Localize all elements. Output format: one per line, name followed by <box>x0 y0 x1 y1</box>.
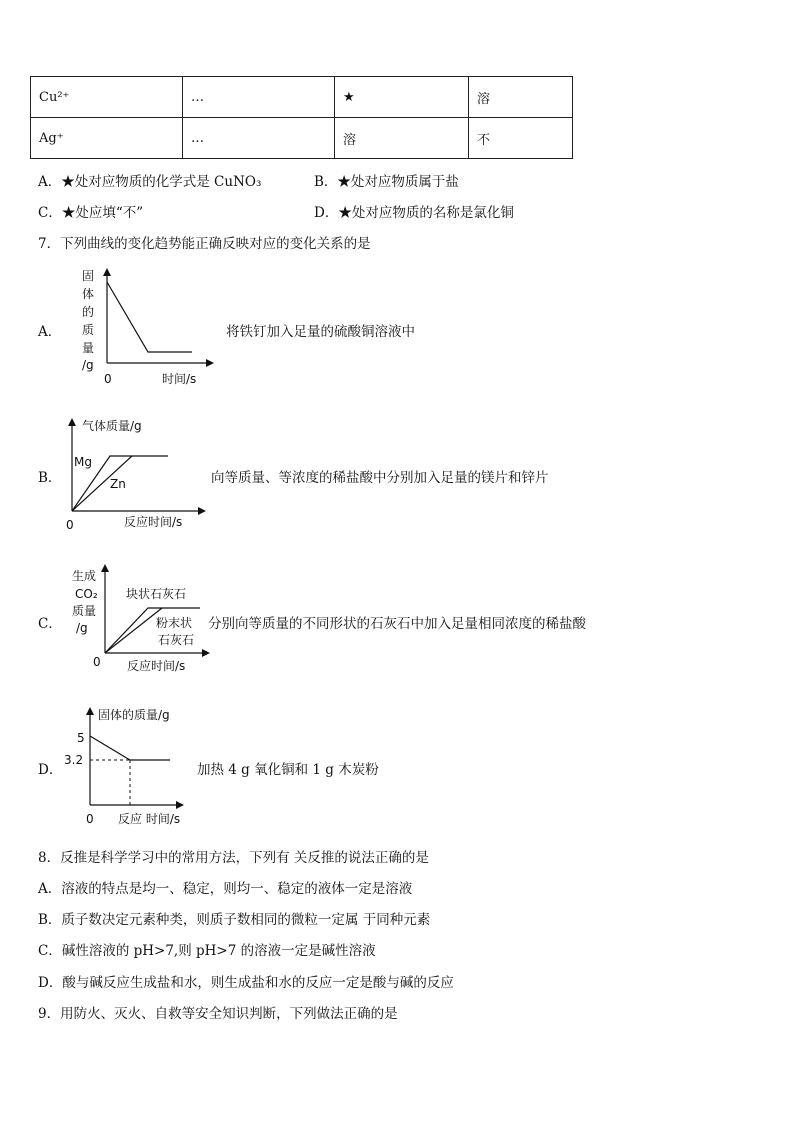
table-cell: … <box>183 118 335 159</box>
table-cell: 溶 <box>469 77 573 118</box>
q7-c-label: C． <box>38 616 62 632</box>
graph-a-ylabel-char: 的 <box>82 305 95 319</box>
q7-a-label: A． <box>38 324 62 340</box>
graph-b-curve2-label: Zn <box>110 477 126 491</box>
graph-c-xlabel: 反应时间/s <box>127 659 186 673</box>
q8-stem: 8．反推是科学学习中的常用方法，下列有 关反推的说法正确的是 <box>38 850 429 866</box>
graph-b-xlabel: 反应时间/s <box>124 515 183 529</box>
graph-a-ylabel-char: /g <box>82 358 94 372</box>
graph-d-xlabel: 反应 时间/s <box>118 812 181 826</box>
table-row <box>31 77 573 118</box>
graph-a-ylabel-char: 量 <box>82 341 95 355</box>
table-cell: 不 <box>469 118 573 159</box>
q7-a-desc: 将铁钉加入足量的硫酸铜溶液中 <box>226 324 415 340</box>
graph-a-ylabel-char: 体 <box>82 287 95 301</box>
graph-a-curve <box>107 282 192 352</box>
q8-option-a: A．溶液的特点是均一、稳定，则均一、稳定的液体一定是溶液 <box>38 881 413 897</box>
q6-option-b: B．★处对应物质属于盐 <box>314 174 459 190</box>
q8-option-d: D．酸与碱反应生成盐和水，则生成盐和水的反应一定是酸与碱的反应 <box>38 975 454 991</box>
table-cell: ★ <box>335 77 469 118</box>
q7-c-desc: 分别向等质量的不同形状的石灰石中加入足量相同浓度的稀盐酸 <box>208 616 586 632</box>
graph-a-xlabel: 时间/s <box>162 372 197 386</box>
q7-stem: 7．下列曲线的变化趋势能正确反映对应的变化关系的是 <box>38 236 371 252</box>
q8-option-c: C．碱性溶液的 pH>7,则 pH>7 的溶液一定是碱性溶液 <box>38 943 376 959</box>
graph-c-origin: 0 <box>93 655 101 669</box>
graph-d-ylabel: 固体的质量/g <box>98 708 170 722</box>
table-row <box>31 118 573 159</box>
graph-d <box>58 703 198 829</box>
graph-c-curve2-label: 石灰石 <box>158 633 195 647</box>
graph-b <box>60 414 210 534</box>
graph-c-ylabel-line: 生成 <box>72 569 97 583</box>
solubility-table <box>30 76 573 159</box>
graph-d-tick-mid: 3.2 <box>64 753 84 767</box>
graph-c-curve1-label: 块状石灰石 <box>126 587 187 601</box>
graph-a-ylabel-char: 固 <box>82 269 95 283</box>
graph-d-tick-top: 5 <box>77 731 85 745</box>
q7-d-label: D． <box>38 762 63 778</box>
q6-option-d: D．★处对应物质的名称是氯化铜 <box>314 205 514 221</box>
graph-d-origin: 0 <box>86 812 94 826</box>
graph-c <box>68 560 213 678</box>
graph-c-curve2-label: 粉末状 <box>156 616 193 630</box>
table-cell: Ag⁺ <box>31 118 183 159</box>
graph-b-ylabel: 气体质量/g <box>82 419 142 433</box>
graph-b-origin: 0 <box>66 518 74 532</box>
graph-c-ylabel-line: 质量 <box>72 604 97 618</box>
q6-option-c: C．★处应填“不” <box>38 205 144 221</box>
graph-a-origin: 0 <box>104 372 112 386</box>
graph-c-curve-powder <box>105 608 162 653</box>
graph-a <box>70 262 220 392</box>
q7-b-desc: 向等质量、等浓度的稀盐酸中分别加入足量的镁片和锌片 <box>211 470 549 486</box>
graph-a-ylabel-char: 质 <box>82 323 95 337</box>
graph-d-curve <box>90 736 170 760</box>
graph-b-curve1-label: Mg <box>74 455 92 469</box>
q7-b-label: B． <box>38 470 62 486</box>
q8-option-b: B．质子数决定元素种类，则质子数相同的微粒一定属 于同种元素 <box>38 912 431 928</box>
q9-stem: 9．用防火、灭火、自救等安全知识判断，下列做法正确的是 <box>38 1006 398 1022</box>
graph-c-ylabel-line: /g <box>76 621 88 635</box>
table-cell: 溶 <box>335 118 469 159</box>
graph-c-ylabel-line: CO₂ <box>75 587 98 601</box>
q7-d-desc: 加热 4 g 氧化铜和 1 g 木炭粉 <box>197 762 379 778</box>
table-cell: Cu²⁺ <box>31 77 183 118</box>
table-cell: … <box>183 77 335 118</box>
q6-option-a: A．★处对应物质的化学式是 CuNO₃ <box>38 174 262 190</box>
